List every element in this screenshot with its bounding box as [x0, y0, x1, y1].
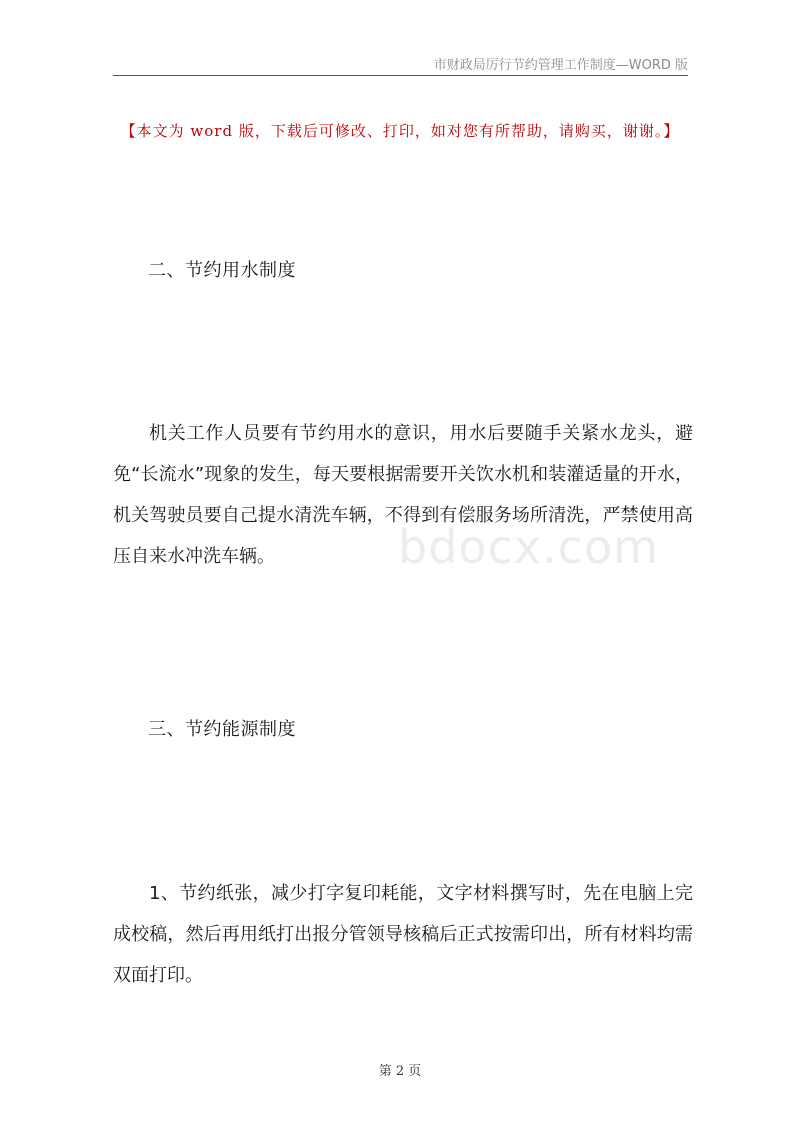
- section-paragraph-energy: 1、节约纸张，减少打字复印耗能，文字材料撰写时，先在电脑上完成校稿，然后再用纸打出报分管领导核稿后正式按需印出，所有材料均需双面打印。: [113, 883, 693, 986]
- page-number: 第 2 页: [378, 1064, 422, 1079]
- section-paragraph-water: 机关工作人员要有节约用水的意识，用水后要随手关紧水龙头，避免“长流水”现象的发生，每天要根据需要开关饮水机和装灌适量的开水，机关驾驶员要自己提水清洗车辆，不得到有偿服务场所清洗，严禁使用高压自来水冲洗车辆。: [113, 423, 693, 567]
- document-header-title: 市财政局厉行节约管理工作制度—WORD 版: [433, 58, 688, 73]
- header-divider: [113, 75, 688, 76]
- section-heading-energy: 三、节约能源制度: [148, 719, 296, 740]
- section-heading-water: 二、节约用水制度: [148, 260, 296, 281]
- download-notice: 【本文为 word 版，下载后可修改、打印，如对您有所帮助，请购买，谢谢。】: [120, 122, 680, 140]
- watermark: bdocx.com: [398, 520, 659, 574]
